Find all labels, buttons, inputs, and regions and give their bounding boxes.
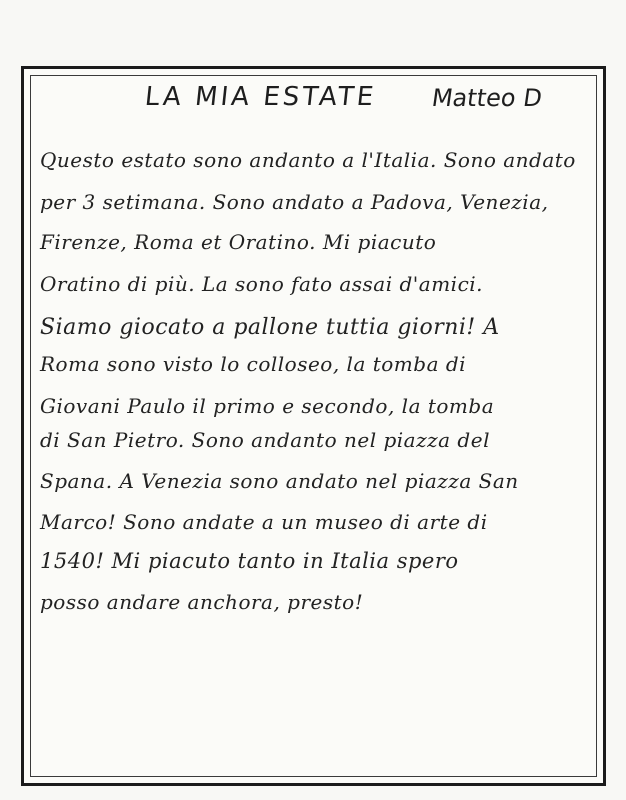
inner-border [30,75,597,777]
essay-line: Spana. A Venezia sono andato nel piazza San [40,469,519,493]
essay-line: per 3 setimana. Sono andato a Padova, Venezia, [40,190,549,214]
essay-title: LA MIA ESTATE [143,82,378,112]
author-name: Matteo D [430,84,544,112]
essay-line: di San Pietro. Sono andanto nel piazza del [40,428,490,452]
essay-line: Questo estato sono andanto a l'Italia. Sono andato [40,148,576,172]
essay-line: Giovani Paulo il primo e secondo, la tomba [40,394,495,418]
essay-line: 1540! Mi piacuto tanto in Italia spero [40,549,459,573]
page-border [21,66,606,786]
essay-line: Roma sono visto lo colloseo, la tomba di [40,352,467,376]
essay-line: Firenze, Roma et Oratino. Mi piacuto [40,230,437,254]
essay-line: Siamo giocato a pallone tuttia giorni! A [40,315,500,340]
essay-line: posso andare anchora, presto! [40,590,364,614]
essay-line: Marco! Sono andate a un museo di arte di [40,510,488,534]
essay-line: Oratino di più. La sono fato assai d'amici. [40,272,484,296]
